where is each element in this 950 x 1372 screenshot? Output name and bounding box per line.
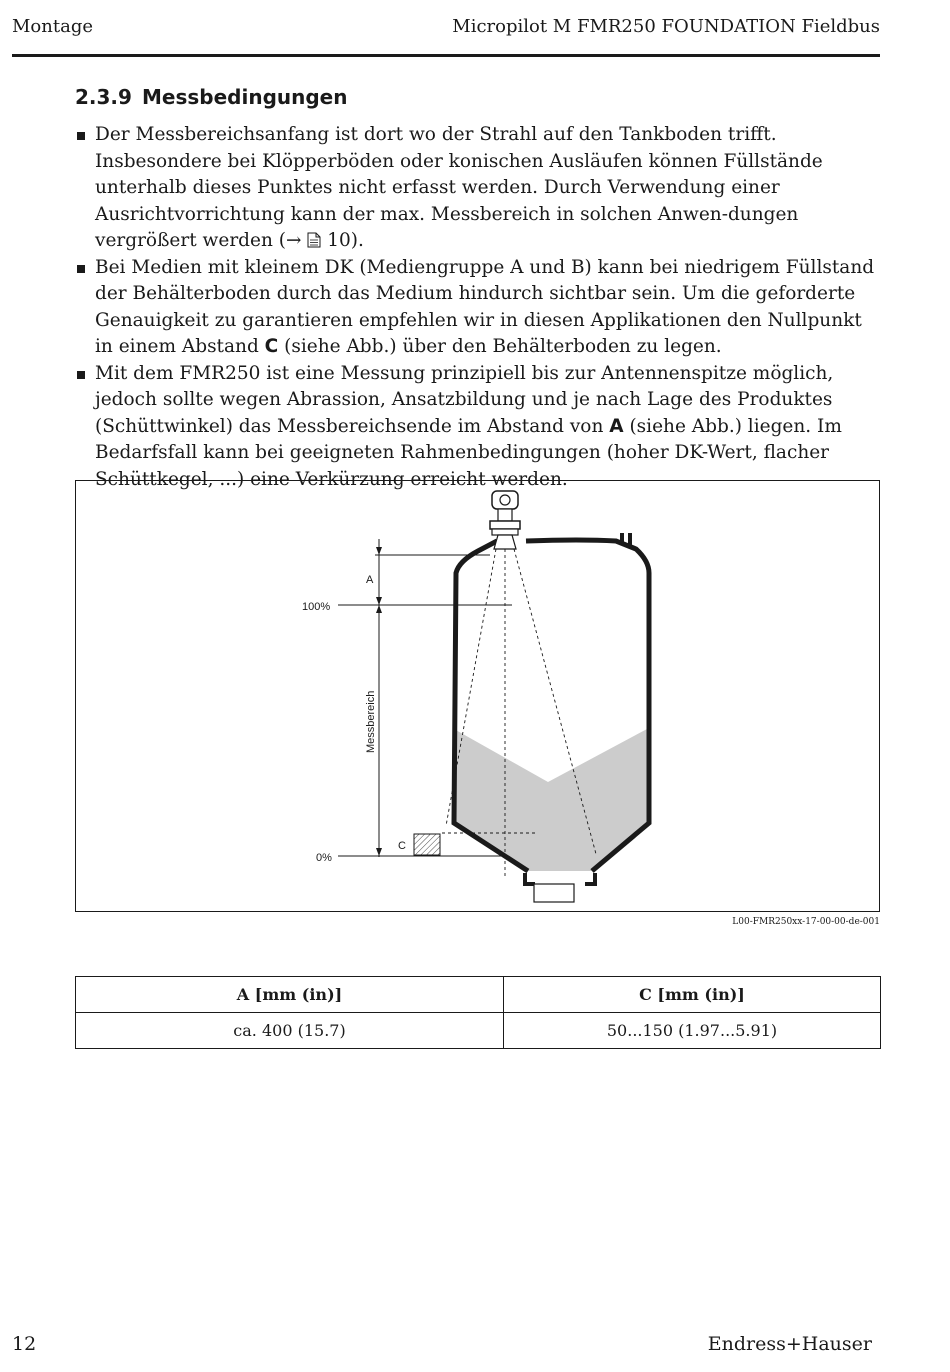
list-item — [75, 255, 885, 361]
page-number: 12 — [12, 1333, 37, 1355]
figure-id: L00-FMR250xx-17-00-00-de-001 — [732, 917, 880, 927]
bullet-text: (siehe Abb.) über den Behälterboden zu legen. — [278, 336, 722, 357]
table-row — [76, 1013, 881, 1049]
bullet-list — [75, 122, 885, 493]
outlet-flange — [525, 873, 595, 884]
label-0-percent: 0% — [316, 852, 332, 864]
offset-c-hatched-block — [414, 834, 440, 855]
label-c: C — [398, 840, 406, 852]
instrument-neck — [498, 509, 512, 521]
label-100-percent: 100% — [302, 601, 331, 613]
arrow-icon — [376, 605, 382, 613]
column-header-a: A [mm (in)] — [76, 977, 504, 1013]
header-section-name: Montage — [12, 16, 93, 37]
header-divider — [12, 54, 880, 57]
bullet-text: Bei Medien mit kleinem DK (Mediengruppe A und B) kann bei niedrigem Füllstand der Behälterboden durch das Medium hindurch sichtbar sein. Um die geforderte Genauigkeit zu garantieren empfehlen wir in diesen Applikationen den Nullpunkt in einem Abstand — [95, 256, 875, 357]
process-flange — [492, 529, 518, 535]
dimensions-table — [75, 976, 881, 1049]
label-a-reference: A — [609, 415, 624, 437]
list-item — [75, 122, 885, 255]
outlet-pipe — [534, 884, 574, 902]
bullet-text: Der Messbereichsanfang ist dort wo der Strahl auf den Tankboden trifft. Insbesondere bei Klöpperböden oder konischen Ausläufen können Füllstände unterhalb dieses Punktes nicht erfasst werden. Durch Verwendung einer Ausrichtvorrichtung kann der max. Messbereich in solchen Anwen-dungen vergrößert werden (→ — [95, 124, 823, 251]
bullet-square-icon — [77, 132, 85, 140]
tank-diagram — [76, 481, 881, 913]
section-number: 2.3.9 — [75, 85, 132, 109]
column-header-c: C [mm (in)] — [504, 977, 881, 1013]
process-flange — [490, 521, 520, 529]
header-document-title: Micropilot M FMR250 FOUNDATION Fieldbus — [452, 16, 880, 37]
tank-diagram-figure — [75, 480, 880, 912]
arrow-icon — [376, 547, 382, 555]
table-cell-c: 50...150 (1.97...5.91) — [504, 1013, 881, 1049]
document-page-icon — [307, 230, 321, 251]
arrow-icon — [376, 597, 382, 605]
arrow-icon — [376, 848, 382, 856]
list-item — [75, 361, 885, 494]
label-a: A — [366, 574, 374, 586]
horn-antenna — [494, 535, 516, 549]
bullet-text: (siehe Abb.) liegen. Im Bedarfsfall kann bei geeigneten Rahmenbedingungen (hoher DK-Wert, flacher Schüttkegel, ...) eine Verkürzung erreicht werden. — [95, 415, 842, 490]
label-c-reference: C — [264, 336, 279, 357]
label-messbereich: Messbereich — [365, 690, 377, 753]
bullet-square-icon — [77, 371, 85, 379]
section-heading — [75, 85, 347, 109]
table-cell-a: ca. 400 (15.7) — [76, 1013, 504, 1049]
section-title: Messbedingungen — [142, 85, 348, 109]
bullet-square-icon — [77, 265, 85, 273]
page-reference: 10). — [327, 230, 364, 251]
table-header-row — [76, 977, 881, 1013]
footer-brand: Endress+Hauser — [707, 1333, 872, 1355]
bullet-text: Mit dem FMR250 ist eine Messung prinzipiell bis zur Antennenspitze möglich, jedoch sollte wegen Abrassion, Ansatzbildung und je nach Lage des Produktes (Schüttwinkel) das Messbereichsende im Abstand von — [95, 362, 834, 437]
instrument-housing — [492, 491, 518, 509]
